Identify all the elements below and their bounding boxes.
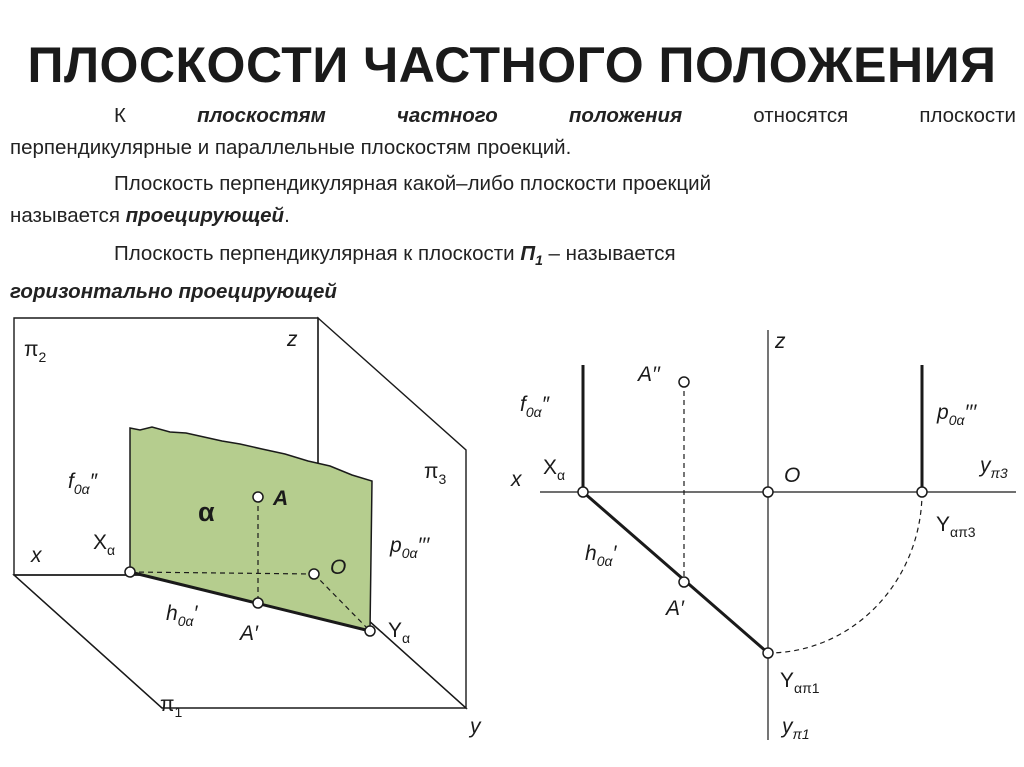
point-x-alpha-left (125, 567, 135, 577)
label-f0-right: $f_{0\alpha}''$ (520, 393, 550, 420)
term-pi: П (520, 242, 536, 265)
label-pi1: $\pi_1$ (160, 693, 183, 720)
point-a-dd-right (679, 377, 689, 387)
label-y-pi3: $y_{\pi 3}$ (980, 454, 1008, 481)
word-belong: относятся (753, 104, 849, 127)
label-h0-right: $h_{0\alpha}'$ (585, 542, 617, 569)
label-y-alpha-pi1: $Y_{\alpha\pi 1}$ (780, 669, 820, 696)
term-particular: частного (396, 104, 498, 127)
term-pi-sub: 1 (535, 252, 543, 269)
point-a-left (253, 492, 263, 502)
label-x-alpha-left: $X_\alpha$ (93, 531, 116, 558)
paragraph-3-line-1: Плоскость перпендикулярная к плоскости $П_1$ – называется (114, 242, 676, 269)
paragraph-1-line-2: перпендикулярные и параллельные плоскостям проекций. (10, 136, 572, 159)
label-o-left: O (330, 556, 347, 579)
label-p0-right: $p_{0\alpha}'''$ (937, 401, 977, 428)
point-y-alpha-pi3 (917, 487, 927, 497)
term-horizontal-projecting: горизонтально проецирующей (10, 280, 337, 304)
right-points (578, 377, 927, 658)
paragraph-2-line-1: Плоскость перпендикулярная какой–либо плоскости проекций (114, 172, 712, 195)
label-h0-left: $h_{0\alpha}'$ (166, 602, 198, 629)
point-a-prime-right (679, 577, 689, 587)
term-projecting: проецирующей (125, 204, 285, 227)
point-y-alpha-pi1 (763, 648, 773, 658)
label-y-alpha-pi3: $Y_{\alpha\pi 3}$ (936, 513, 976, 540)
label-a-prime-left: A′ (240, 622, 258, 645)
label-alpha: α (198, 497, 215, 527)
label-p0-left: $p_{0\alpha}'''$ (390, 534, 430, 561)
label-pi3: $\pi_3$ (424, 460, 447, 487)
label-a-dd-right: A′′ (638, 363, 660, 386)
label-y-pi1: $y_{\pi 1}$ (782, 715, 810, 742)
point-o-right (763, 487, 773, 497)
word-k: К (114, 104, 126, 127)
label-x-alpha-right: $X_\alpha$ (543, 456, 566, 483)
label-z-right: z (775, 330, 786, 353)
label-a-left: A (273, 487, 289, 510)
label-z-left: z (287, 328, 298, 351)
point-x-alpha-right (578, 487, 588, 497)
point-a-prime-left (253, 598, 263, 608)
term-planes: плоскостям (197, 104, 326, 127)
label-f0-left: $f_{0\alpha}''$ (68, 470, 98, 497)
trace-h0-right (583, 492, 768, 653)
front-floor-edge (14, 575, 162, 708)
label-pi2: $\pi_2$ (24, 338, 47, 365)
dashed-arc (768, 492, 922, 653)
label-a-prime-right: A′ (666, 597, 684, 620)
word-planes: плоскости (919, 104, 1016, 127)
label-y-left: y (470, 715, 481, 738)
point-y-alpha-left (365, 626, 375, 636)
label-x-right: x (511, 468, 522, 491)
label-y-alpha-left: $Y_\alpha$ (388, 619, 411, 646)
label-o-right: O (784, 464, 801, 487)
paragraph-2-line-2: называется проецирующей. (10, 204, 290, 227)
point-o-left (309, 569, 319, 579)
label-x-left: x (31, 544, 42, 567)
term-position: положения (568, 104, 683, 127)
page-title: ПЛОСКОСТИ ЧАСТНОГО ПОЛОЖЕНИЯ (27, 37, 997, 93)
